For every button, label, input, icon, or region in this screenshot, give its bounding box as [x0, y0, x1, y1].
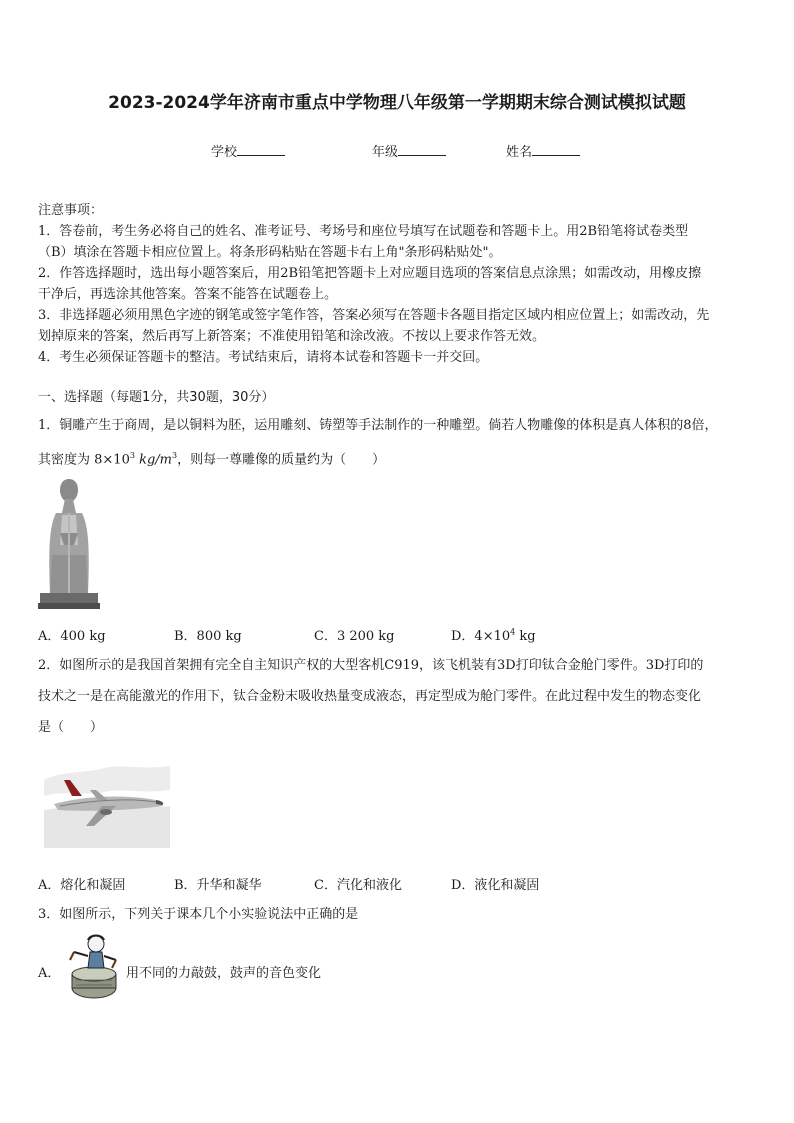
notice-line: 2．作答选择题时，选出每小题答案后，用2B铅笔把答题卡上对应题目选项的答案信息点涂黑；如需改动，用橡皮擦 — [38, 266, 702, 281]
q3-option-a-label[interactable]: A． — [38, 966, 61, 981]
school-field — [211, 141, 285, 160]
q2-option-d[interactable]: D．液化和凝固 — [451, 878, 540, 893]
q3-text: 3．如图所示，下列关于课本几个小实验说法中正确的是 — [38, 907, 359, 922]
notice-line: 干净后，再选涂其他答案。答案不能答在试题卷上。 — [38, 287, 338, 302]
airplane-figure — [44, 760, 170, 848]
notice-heading: 注意事项： — [38, 203, 104, 218]
q2-option-a[interactable]: A．熔化和凝固 — [38, 878, 126, 893]
q2-text-2: 技术之一是在高能激光的作用下，钛合金粉末吸收热量变成液态，再定型成为舱门零件。在此过程中发生的物态变化 — [38, 689, 702, 704]
q2-option-b[interactable]: B．升华和凝华 — [174, 878, 262, 893]
q1-density-unit: kg/m — [134, 452, 172, 468]
name-blank — [532, 143, 580, 156]
grade-field — [372, 141, 446, 160]
exam-title: 2023-2024学年济南市重点中学物理八年级第一学期期末综合测试模拟试题 — [108, 93, 686, 113]
q2-text: 2．如图所示的是我国首架拥有完全自主知识产权的大型客机C919，该飞机装有3D打印钛合金舱门零件。3D打印的 — [38, 658, 704, 673]
statue-figure — [38, 475, 100, 610]
notice-line: 4．考生必须保证答题卡的整洁。考试结束后，请将本试卷和答题卡一并交回。 — [38, 350, 489, 365]
grade-label: 年级 — [372, 145, 399, 160]
q1-option-d-text: D．4×10 — [451, 629, 511, 644]
q1-density-unit-exp: 3 — [171, 451, 178, 460]
q1-option-d-unit: kg — [515, 629, 536, 644]
q1-option-a[interactable]: A．400 kg — [38, 629, 106, 644]
q1-option-d[interactable] — [451, 625, 536, 644]
q1-text: 1．铜雕产生于商周，是以铜料为胚，运用雕刻、铸塑等手法制作的一种雕塑。倘若人物雕像的体积是真人体积的8倍， — [38, 418, 718, 433]
section-heading: 一、选择题（每题1分，共30题，30分） — [38, 390, 275, 405]
name-field — [506, 141, 580, 160]
notice-line: （B）填涂在答题卡相应位置上。将条形码粘贴在答题卡右上角"条形码粘贴处"。 — [38, 245, 502, 260]
notice-line: 3．非选择题必须用黑色字迹的钢笔或签字笔作答，答案必须写在答题卡各题目指定区域内相应位置上；如需改动，先 — [38, 308, 710, 323]
q2-text-3: 是（ ） — [38, 720, 104, 735]
q1-density-exp: 3 — [129, 451, 135, 460]
q1-density-pre: 其密度为 8×10 — [38, 452, 130, 468]
name-label: 姓名 — [506, 145, 533, 160]
notice-line: 划掉原来的答案，然后再写上新答案；不准使用铅笔和涂改液。不按以上要求作答无效。 — [38, 329, 546, 344]
drum-figure — [60, 930, 126, 1004]
q1-option-b[interactable]: B．800 kg — [174, 629, 242, 644]
school-blank — [237, 143, 285, 156]
notice-line: 1．答卷前，考生务必将自己的姓名、准考证号、考场号和座位号填写在试题卷和答题卡上。用2B铅笔将试卷类型 — [38, 224, 689, 239]
grade-blank — [398, 143, 446, 156]
q1-option-d-exp: 4 — [510, 627, 516, 637]
q1-option-c[interactable]: C．3 200 kg — [314, 629, 395, 644]
school-label: 学校 — [211, 145, 238, 160]
q2-option-c[interactable]: C．汽化和液化 — [314, 878, 402, 893]
q1-density-post: ，则每一尊雕像的质量约为（ ） — [177, 452, 386, 468]
q3-option-a-text: 用不同的力敲鼓，鼓声的音色变化 — [126, 966, 322, 981]
q1-text-2 — [38, 445, 758, 470]
